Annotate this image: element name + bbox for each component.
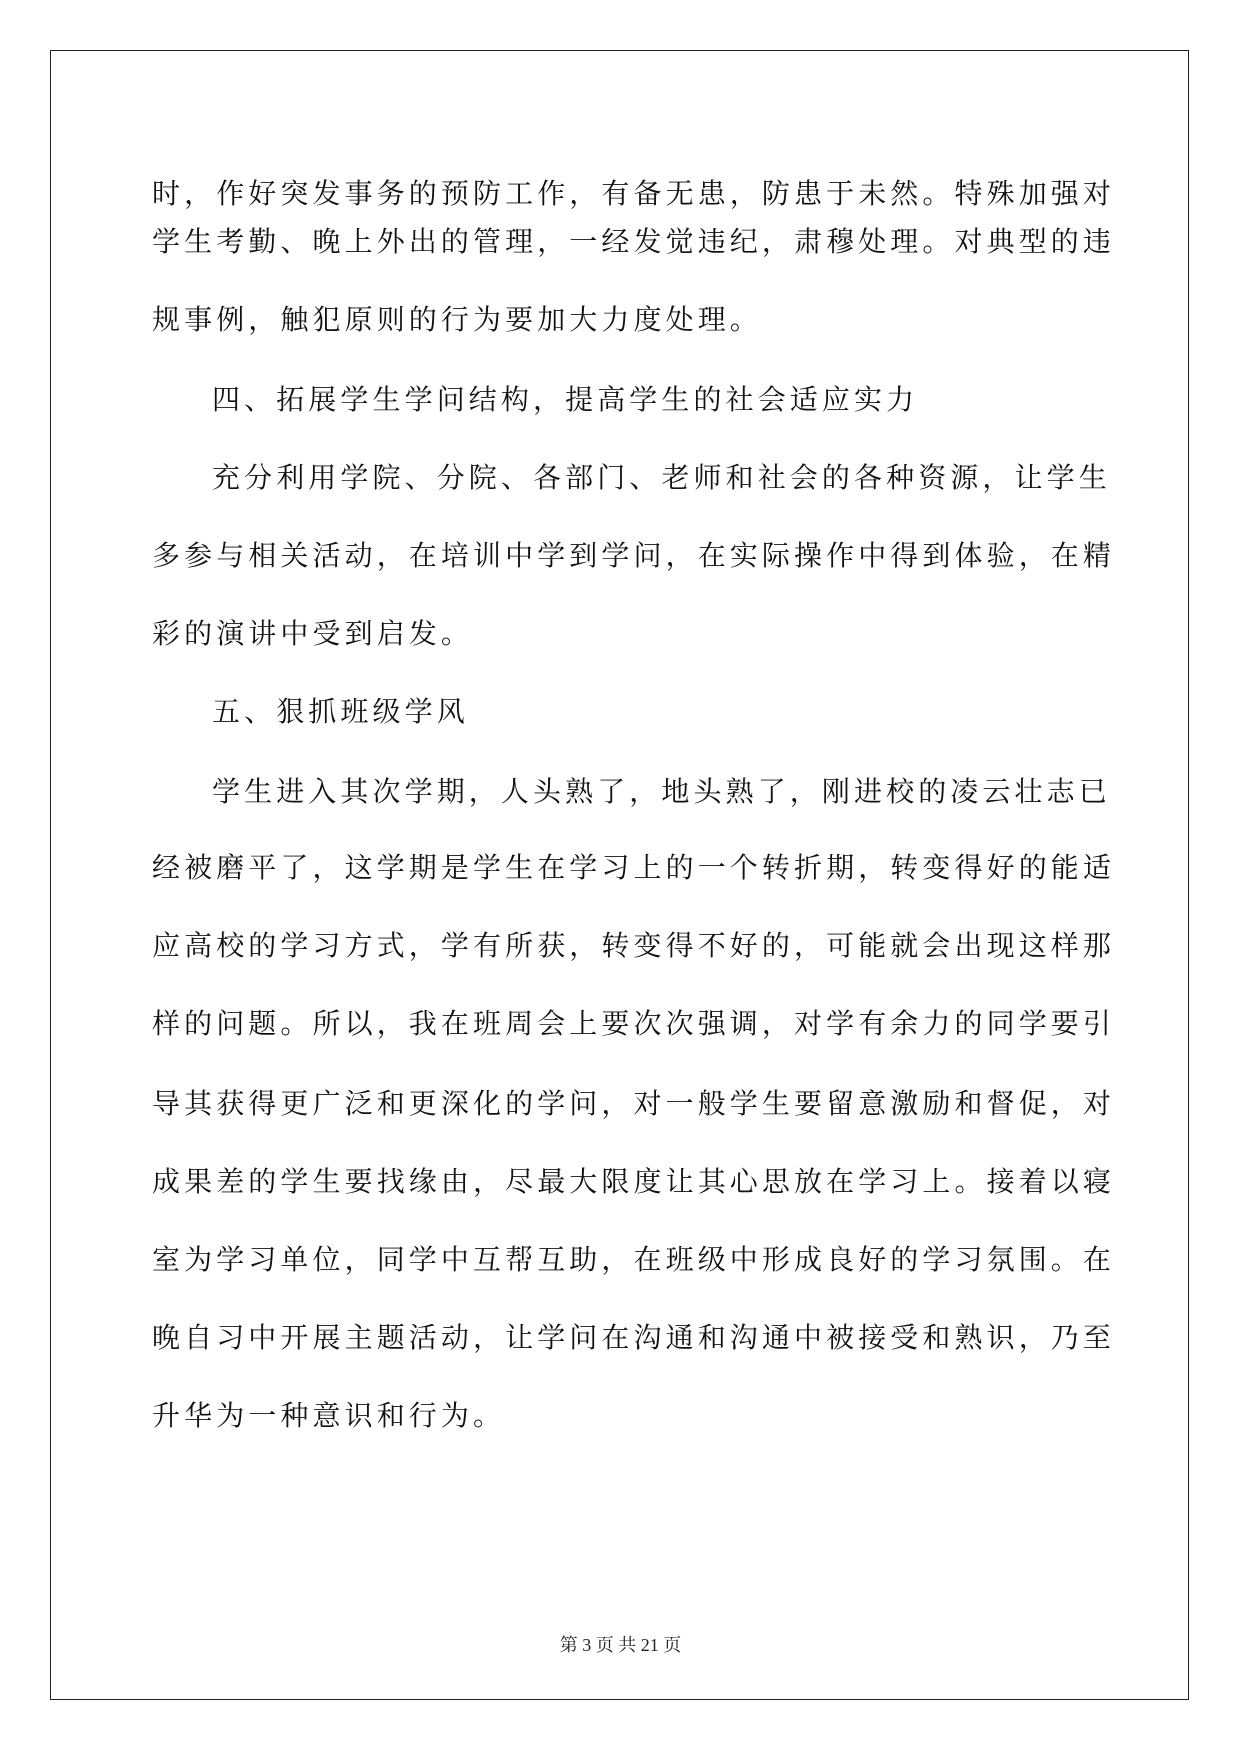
text-line: 经被磨平了，这学期是学生在学习上的一个转折期，转变得好的能适	[152, 851, 1116, 884]
text-line: 应高校的学习方式，学有所获，转变得不好的，可能就会出现这样那	[152, 929, 1116, 962]
page-number: 第 3 页 共 21 页	[559, 1635, 682, 1655]
text-line: 晚自习中开展主题活动，让学问在沟通和沟通中被接受和熟识，乃至	[152, 1321, 1116, 1354]
text-line: 彩的演讲中受到启发。	[152, 617, 474, 650]
text-line: 升华为一种意识和行为。	[152, 1399, 506, 1432]
text-line: 规事例，触犯原则的行为要加大力度处理。	[152, 303, 762, 336]
text-line: 学生考勤、晚上外出的管理，一经发觉违纪，肃穆处理。对典型的违	[152, 225, 1116, 258]
text-line: 多参与相关活动，在培训中学到学问，在实际操作中得到体验，在精	[152, 539, 1116, 572]
text-line: 室为学习单位，同学中互帮互助，在班级中形成良好的学习氛围。在	[152, 1243, 1116, 1276]
section-heading: 五、狠抓班级学风	[212, 695, 469, 728]
text-line: 导其获得更广泛和更深化的学问，对一般学生要留意激励和督促，对	[152, 1087, 1116, 1120]
text-line: 时，作好突发事务的预防工作，有备无患，防患于未然。特殊加强对	[152, 177, 1116, 210]
text-line: 样的问题。所以，我在班周会上要次次强调，对学有余力的同学要引	[152, 1007, 1116, 1040]
text-line: 学生进入其次学期，人头熟了，地头熟了，刚进校的凌云壮志已	[212, 775, 1111, 808]
text-line: 充分利用学院、分院、各部门、老师和社会的各种资源，让学生	[212, 461, 1111, 494]
section-heading: 四、拓展学生学问结构，提高学生的社会适应实力	[212, 383, 919, 416]
text-line: 成果差的学生要找缘由，尽最大限度让其心思放在学习上。接着以寝	[152, 1165, 1116, 1198]
